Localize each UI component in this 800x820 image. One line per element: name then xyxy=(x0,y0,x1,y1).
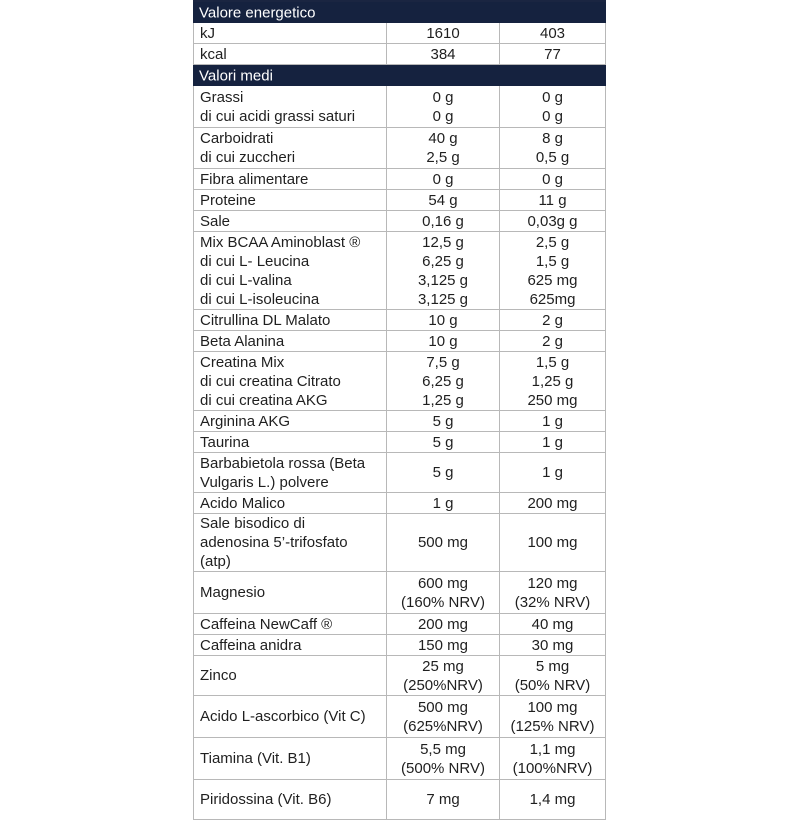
cell-line: 8 g xyxy=(542,130,563,147)
cell-line: di cui L- Leucina xyxy=(200,252,310,270)
cell-line: Taurina xyxy=(200,433,250,451)
value-per-100g xyxy=(386,23,499,43)
value-per-100g xyxy=(386,696,499,737)
table-row xyxy=(193,572,606,614)
nutrient-name xyxy=(193,331,386,351)
value-per-100g xyxy=(386,232,499,309)
value-per-serving xyxy=(499,169,606,189)
value-per-serving xyxy=(499,352,606,410)
value-per-100g xyxy=(386,352,499,410)
nutrient-name xyxy=(193,696,386,737)
value-per-serving xyxy=(499,310,606,330)
cell-line: 1,25 g xyxy=(422,391,464,409)
cell-line: (50% NRV) xyxy=(514,676,591,694)
cell-line: 1 g xyxy=(542,412,563,430)
cell-line: 120 mg xyxy=(527,574,578,592)
cell-line: (625%NRV) xyxy=(403,717,483,735)
cell-line: Fibra alimentare xyxy=(200,170,309,188)
value-per-100g xyxy=(386,128,499,168)
cell-line: di cui L-isoleucina xyxy=(200,290,320,308)
cell-line: 5,5 mg xyxy=(420,740,466,758)
cell-line: 200 mg xyxy=(527,494,578,512)
cell-line: 1 g xyxy=(432,494,454,512)
cell-line: Vulgaris L.) polvere xyxy=(200,473,329,491)
cell-line: 7 mg xyxy=(426,791,460,808)
value-per-serving xyxy=(499,514,606,571)
cell-line: Citrullina DL Malato xyxy=(200,311,331,329)
value-per-100g xyxy=(386,514,499,571)
cell-line: 500 mg xyxy=(417,698,469,716)
value-per-serving xyxy=(499,211,606,231)
cell-line: 384 xyxy=(430,45,456,63)
value-per-serving xyxy=(499,44,606,64)
cell-line: 1,4 mg xyxy=(529,791,576,808)
cell-line: kJ xyxy=(200,24,215,42)
value-per-100g xyxy=(386,614,499,634)
value-per-100g xyxy=(386,432,499,452)
cell-line: Zinco xyxy=(200,667,237,684)
cell-line: Mix BCAA Aminoblast ® xyxy=(200,233,361,251)
table-row xyxy=(193,44,606,65)
cell-line: 12,5 g xyxy=(422,233,464,251)
value-per-serving xyxy=(499,614,606,634)
cell-line: 7,5 g xyxy=(426,353,460,371)
cell-line: kcal xyxy=(200,45,227,63)
cell-line: Sale xyxy=(200,212,231,230)
value-per-serving xyxy=(499,635,606,655)
cell-line: 25 mg xyxy=(422,657,464,675)
cell-line: (125% NRV) xyxy=(510,717,595,735)
cell-line: 1 g xyxy=(542,464,563,481)
cell-line: 500 mg xyxy=(417,534,469,551)
value-per-100g xyxy=(386,635,499,655)
table-row xyxy=(193,128,606,169)
value-per-100g xyxy=(386,86,499,127)
section-title: Valore energetico xyxy=(199,4,316,21)
value-per-100g xyxy=(386,572,499,613)
nutrient-name xyxy=(193,232,386,309)
cell-line: 100 mg xyxy=(527,698,578,716)
value-per-serving xyxy=(499,23,606,43)
nutrient-name xyxy=(193,128,386,168)
cell-line: Tiamina (Vit. B1) xyxy=(200,750,311,767)
nutrient-name xyxy=(193,514,386,571)
cell-line: Acido L-ascorbico (Vit C) xyxy=(200,708,366,725)
table-row xyxy=(193,352,606,411)
table-row xyxy=(193,331,606,352)
cell-line: Sale bisodico di xyxy=(200,515,306,532)
nutrient-name xyxy=(193,432,386,452)
cell-line: (atp) xyxy=(200,553,231,570)
table-row xyxy=(193,432,606,453)
table-row xyxy=(193,169,606,190)
table-row xyxy=(193,190,606,211)
cell-line: 600 mg xyxy=(417,574,469,592)
nutrient-name xyxy=(193,493,386,513)
cell-line: 10 g xyxy=(428,311,458,329)
value-per-100g xyxy=(386,738,499,779)
cell-line: 77 xyxy=(544,45,561,63)
value-per-serving xyxy=(499,453,606,492)
nutrient-name xyxy=(193,23,386,43)
cell-line: di cui creatina Citrato xyxy=(200,372,341,390)
cell-line: 0 g xyxy=(432,88,454,106)
cell-line: 11 g xyxy=(538,191,567,209)
table-row xyxy=(193,232,606,310)
value-per-serving xyxy=(499,128,606,168)
cell-line: 0 g xyxy=(432,170,454,188)
nutrient-name xyxy=(193,44,386,64)
table-row xyxy=(193,86,606,128)
nutrient-name xyxy=(193,190,386,210)
cell-line: 0 g xyxy=(542,170,563,188)
nutrient-name xyxy=(193,310,386,330)
nutrient-name xyxy=(193,169,386,189)
nutrient-name xyxy=(193,453,386,492)
cell-line: Arginina AKG xyxy=(200,412,291,430)
cell-line: 5 g xyxy=(432,464,454,481)
value-per-serving xyxy=(499,656,606,695)
nutrient-name xyxy=(193,211,386,231)
cell-line: 403 xyxy=(539,24,566,42)
cell-line: 0,16 g xyxy=(422,212,464,230)
cell-line: 2 g xyxy=(542,332,563,350)
cell-line: 100 mg xyxy=(527,534,578,551)
nutrient-name xyxy=(193,656,386,695)
cell-line: 625mg xyxy=(529,290,576,308)
value-per-100g xyxy=(386,310,499,330)
nutrient-name xyxy=(193,352,386,410)
cell-line: 2 g xyxy=(542,311,563,329)
value-per-serving xyxy=(499,86,606,127)
value-per-100g xyxy=(386,190,499,210)
cell-line: 6,25 g xyxy=(422,372,464,390)
cell-line: 54 g xyxy=(428,191,458,209)
cell-line: Creatina Mix xyxy=(200,353,285,371)
cell-line: 0 g xyxy=(542,107,563,125)
table-row xyxy=(193,411,606,432)
value-per-100g xyxy=(386,411,499,431)
value-per-100g xyxy=(386,331,499,351)
cell-line: Carboidrati xyxy=(200,130,274,147)
cell-line: 6,25 g xyxy=(422,252,464,270)
cell-line: 0,03g g xyxy=(527,212,578,230)
table-row xyxy=(193,23,606,44)
value-per-serving xyxy=(499,572,606,613)
cell-line: 1,5 g xyxy=(535,252,570,270)
section-header-averages xyxy=(193,65,606,86)
table-row xyxy=(193,656,606,696)
value-per-serving xyxy=(499,411,606,431)
cell-line: Magnesio xyxy=(200,584,266,601)
cell-line: 250 mg xyxy=(527,391,578,409)
cell-line: Barbabietola rossa (Beta xyxy=(200,454,366,472)
cell-line: 0,5 g xyxy=(535,149,570,166)
cell-line: adenosina 5’-trifosfato xyxy=(200,534,348,551)
nutrient-name xyxy=(193,572,386,613)
value-per-serving xyxy=(499,493,606,513)
table-row xyxy=(193,780,606,820)
value-per-serving xyxy=(499,232,606,309)
cell-line: di cui zuccheri xyxy=(200,149,296,166)
cell-line: 1,25 g xyxy=(531,372,574,390)
value-per-serving xyxy=(499,696,606,737)
cell-line: 5 mg xyxy=(535,657,570,675)
nutrient-name xyxy=(193,738,386,779)
cell-line: Piridossina (Vit. B6) xyxy=(200,791,332,808)
nutrient-name xyxy=(193,411,386,431)
cell-line: Grassi xyxy=(200,88,244,106)
cell-line: Acido Malico xyxy=(200,494,286,512)
cell-line: 150 mg xyxy=(417,636,469,654)
cell-line: 3,125 g xyxy=(417,290,469,308)
value-per-serving xyxy=(499,432,606,452)
cell-line: 40 g xyxy=(428,130,458,147)
cell-line: 1610 xyxy=(426,24,460,42)
value-per-serving xyxy=(499,738,606,779)
value-per-serving xyxy=(499,190,606,210)
table-row xyxy=(193,514,606,572)
table-row xyxy=(193,738,606,780)
cell-line: (250%NRV) xyxy=(403,676,483,694)
cell-line: 30 mg xyxy=(531,636,574,654)
value-per-100g xyxy=(386,44,499,64)
cell-line: di cui acidi grassi saturi xyxy=(200,107,356,125)
table-row xyxy=(193,453,606,493)
table-row xyxy=(193,696,606,738)
cell-line: 5 g xyxy=(432,412,454,430)
cell-line: 2,5 g xyxy=(426,149,460,166)
cell-line: 1,5 g xyxy=(535,353,570,371)
cell-line: Caffeina anidra xyxy=(200,636,302,654)
table-row xyxy=(193,635,606,656)
cell-line: di cui creatina AKG xyxy=(200,391,328,409)
cell-line: 10 g xyxy=(428,332,458,350)
cell-line: 200 mg xyxy=(417,615,469,633)
cell-line: Proteine xyxy=(200,191,256,209)
cell-line: 40 mg xyxy=(531,615,574,633)
value-per-100g xyxy=(386,656,499,695)
cell-line: di cui L-valina xyxy=(200,271,292,289)
cell-line: (500% NRV) xyxy=(401,759,485,777)
table-row xyxy=(193,493,606,514)
cell-line: Caffeina NewCaff ® xyxy=(200,615,333,633)
table-row xyxy=(193,211,606,232)
value-per-serving xyxy=(499,331,606,351)
cell-line: (32% NRV) xyxy=(514,593,591,611)
table-row xyxy=(193,614,606,635)
cell-line: 0 g xyxy=(432,107,454,125)
cell-line: 3,125 g xyxy=(417,271,469,289)
cell-line: (100%NRV) xyxy=(512,759,593,777)
value-per-100g xyxy=(386,453,499,492)
cell-line: (160% NRV) xyxy=(401,593,485,611)
value-per-100g xyxy=(386,493,499,513)
nutrient-name xyxy=(193,614,386,634)
section-header-energy xyxy=(193,2,606,23)
value-per-100g xyxy=(386,211,499,231)
cell-line: 5 g xyxy=(432,433,454,451)
value-per-100g xyxy=(386,169,499,189)
nutrient-name xyxy=(193,86,386,127)
cell-line: 625 mg xyxy=(527,271,578,289)
section-title: Valori medi xyxy=(199,67,273,84)
nutrient-name xyxy=(193,635,386,655)
cell-line: 0 g xyxy=(542,88,563,106)
cell-line: 1 g xyxy=(542,433,563,451)
table-row xyxy=(193,310,606,331)
cell-line: 2,5 g xyxy=(535,233,570,251)
cell-line: Beta Alanina xyxy=(200,332,285,350)
cell-line: 1,1 mg xyxy=(529,740,576,758)
